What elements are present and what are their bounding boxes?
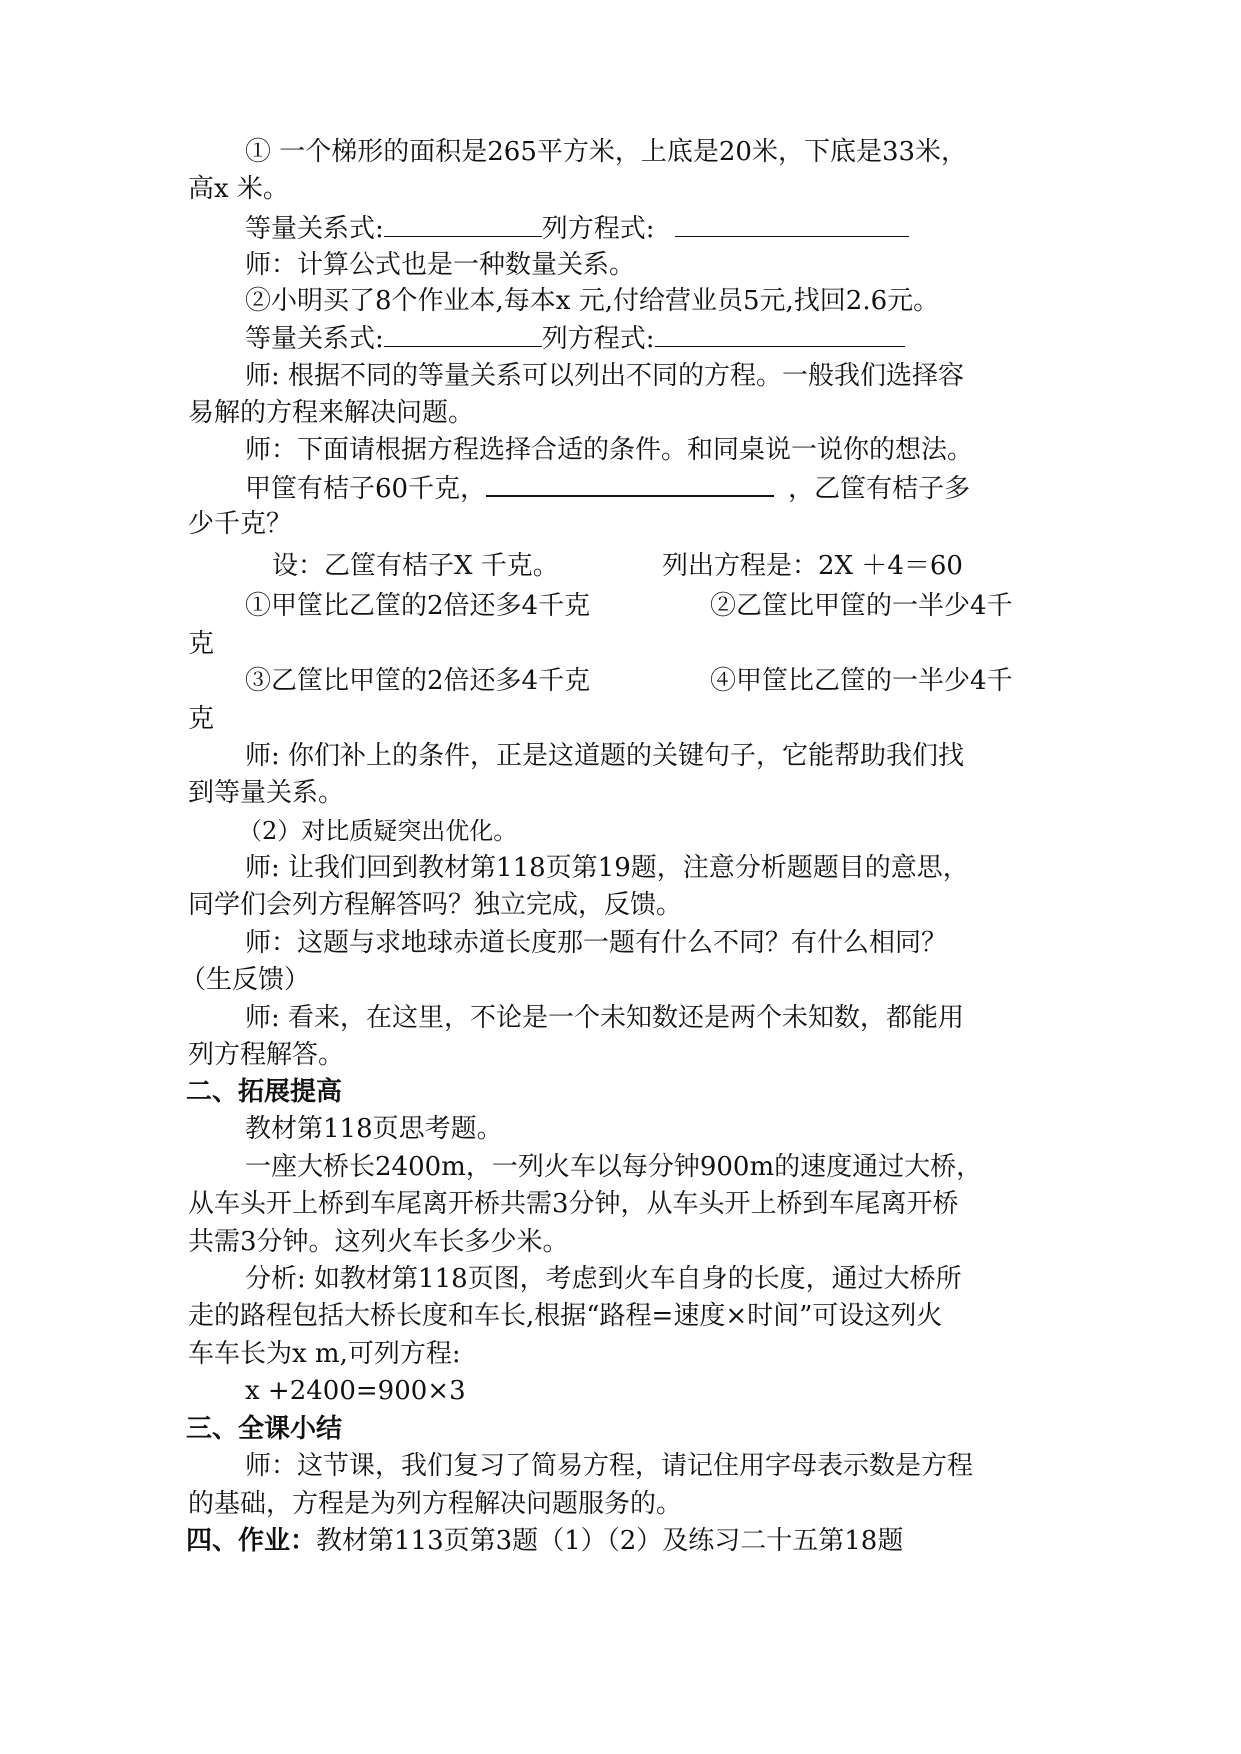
section-heading-4: 四、作业：	[186, 1526, 317, 1556]
problem-1-line-2: 高x 米。	[188, 174, 289, 204]
thinking-problem-title: 教材第118页思考题。	[245, 1114, 503, 1144]
homework-text: 教材第113页第3题（1）（2）及练习二十五第18题	[316, 1526, 904, 1556]
equation-label: 列方程式:	[541, 324, 655, 354]
equation-blank[interactable]	[675, 210, 909, 237]
option-4: ④甲筐比乙筐的一半少4千	[710, 666, 1013, 696]
option-row-1	[245, 588, 1065, 624]
option-2: ②乙筐比甲筐的一半少4千	[710, 591, 1013, 621]
analysis-line-1: 分析: 如教材第118页图，考虑到火车自身的长度，通过大桥所	[245, 1264, 962, 1294]
equal-relation-label: 等量关系式:	[245, 214, 384, 244]
analysis-line-3: 车车长为x m,可列方程:	[188, 1339, 461, 1369]
problem-1-answer-row	[245, 210, 909, 247]
equation-blank[interactable]	[655, 320, 905, 347]
problem-2-answer-row	[245, 320, 905, 357]
teacher-instruction: 师：下面请根据方程选择合适的条件。和同桌说一说你的想法。	[245, 435, 974, 465]
summary-line-2: 的基础，方程是为列方程解决问题服务的。	[188, 1489, 683, 1519]
bridge-problem-line-3: 共需3分钟。这列火车长多少米。	[188, 1227, 569, 1257]
condition-blank[interactable]	[486, 469, 774, 497]
teacher-summary-line-1: 师: 你们补上的条件，正是这道题的关键句子，它能帮助我们找	[245, 741, 965, 771]
textbook-note-line-2: 同学们会列方程解答吗？独立完成，反馈。	[188, 890, 683, 920]
equation-label: 列方程式:	[541, 214, 655, 244]
teacher-summary-line-2: 到等量关系。	[188, 778, 345, 808]
teacher-note-formula: 师：计算公式也是一种数量关系。	[245, 250, 636, 280]
bridge-problem-line-2: 从车头开上桥到车尾离开桥共需3分钟，从车头开上桥到车尾离开桥	[188, 1189, 959, 1219]
section-heading-3: 三、全课小结	[186, 1414, 343, 1444]
bridge-problem-line-1: 一座大桥长2400m，一列火车以每分钟900m的速度通过大桥，	[245, 1152, 983, 1182]
teacher-conclusion-line-1: 师: 看来，在这里，不论是一个未知数还是两个未知数，都能用	[245, 1003, 965, 1033]
subsection-heading: （2）对比质疑突出优化。	[238, 817, 518, 845]
comparison-question: 师：这题与求地球赤道长度那一题有什么不同？有什么相同？	[245, 928, 948, 958]
summary-line-1: 师：这节课，我们复习了简易方程，请记住用字母表示数是方程	[245, 1451, 974, 1481]
equal-relation-blank[interactable]	[384, 210, 542, 237]
assumption-line	[272, 548, 963, 584]
equal-relation-label: 等量关系式:	[245, 324, 384, 354]
orange-problem-line-2: 少千克？	[188, 509, 293, 539]
textbook-note-line-1: 师: 让我们回到教材第118页第19题，注意分析题题目的意思，	[245, 853, 969, 883]
option-3: ③乙筐比甲筐的2倍还多4千克	[245, 666, 591, 696]
bridge-equation: x +2400=900×3	[245, 1376, 466, 1406]
section-heading-2: 二、拓展提高	[186, 1077, 343, 1107]
option-row-2-wrap: 克	[188, 704, 215, 734]
equation-text: 列出方程是：2X ＋4＝60	[662, 551, 963, 581]
orange-problem-line-1	[245, 469, 970, 507]
orange-problem-text: 甲筐有桔子60千克，	[245, 474, 487, 504]
option-row-2	[245, 663, 1065, 699]
homework-line	[186, 1523, 903, 1559]
problem-2-line: ②小明买了8个作业本,每本x 元,付给营业员5元,找回2.6元。	[245, 286, 940, 316]
option-1: ①甲筐比乙筐的2倍还多4千克	[245, 591, 591, 621]
orange-problem-text-2: ，乙筐有桔子多	[788, 474, 971, 504]
assumption-text: 设：乙筐有桔子X 千克。	[272, 551, 559, 581]
problem-1-line-1: ① 一个梯形的面积是265平方米，上底是20米，下底是33米，	[245, 137, 968, 167]
teacher-conclusion-line-2: 列方程解答。	[188, 1040, 345, 1070]
equal-relation-blank[interactable]	[384, 320, 542, 347]
option-row-1-wrap: 克	[188, 629, 215, 659]
student-feedback: （生反馈）	[180, 965, 311, 995]
analysis-line-2: 走的路程包括大桥长度和车长,根据“路程=速度×时间”可设这列火	[188, 1301, 943, 1331]
teacher-note-line-1: 师: 根据不同的等量关系可以列出不同的方程。一般我们选择容	[245, 361, 965, 391]
teacher-note-line-2: 易解的方程来解决问题。	[188, 398, 475, 428]
